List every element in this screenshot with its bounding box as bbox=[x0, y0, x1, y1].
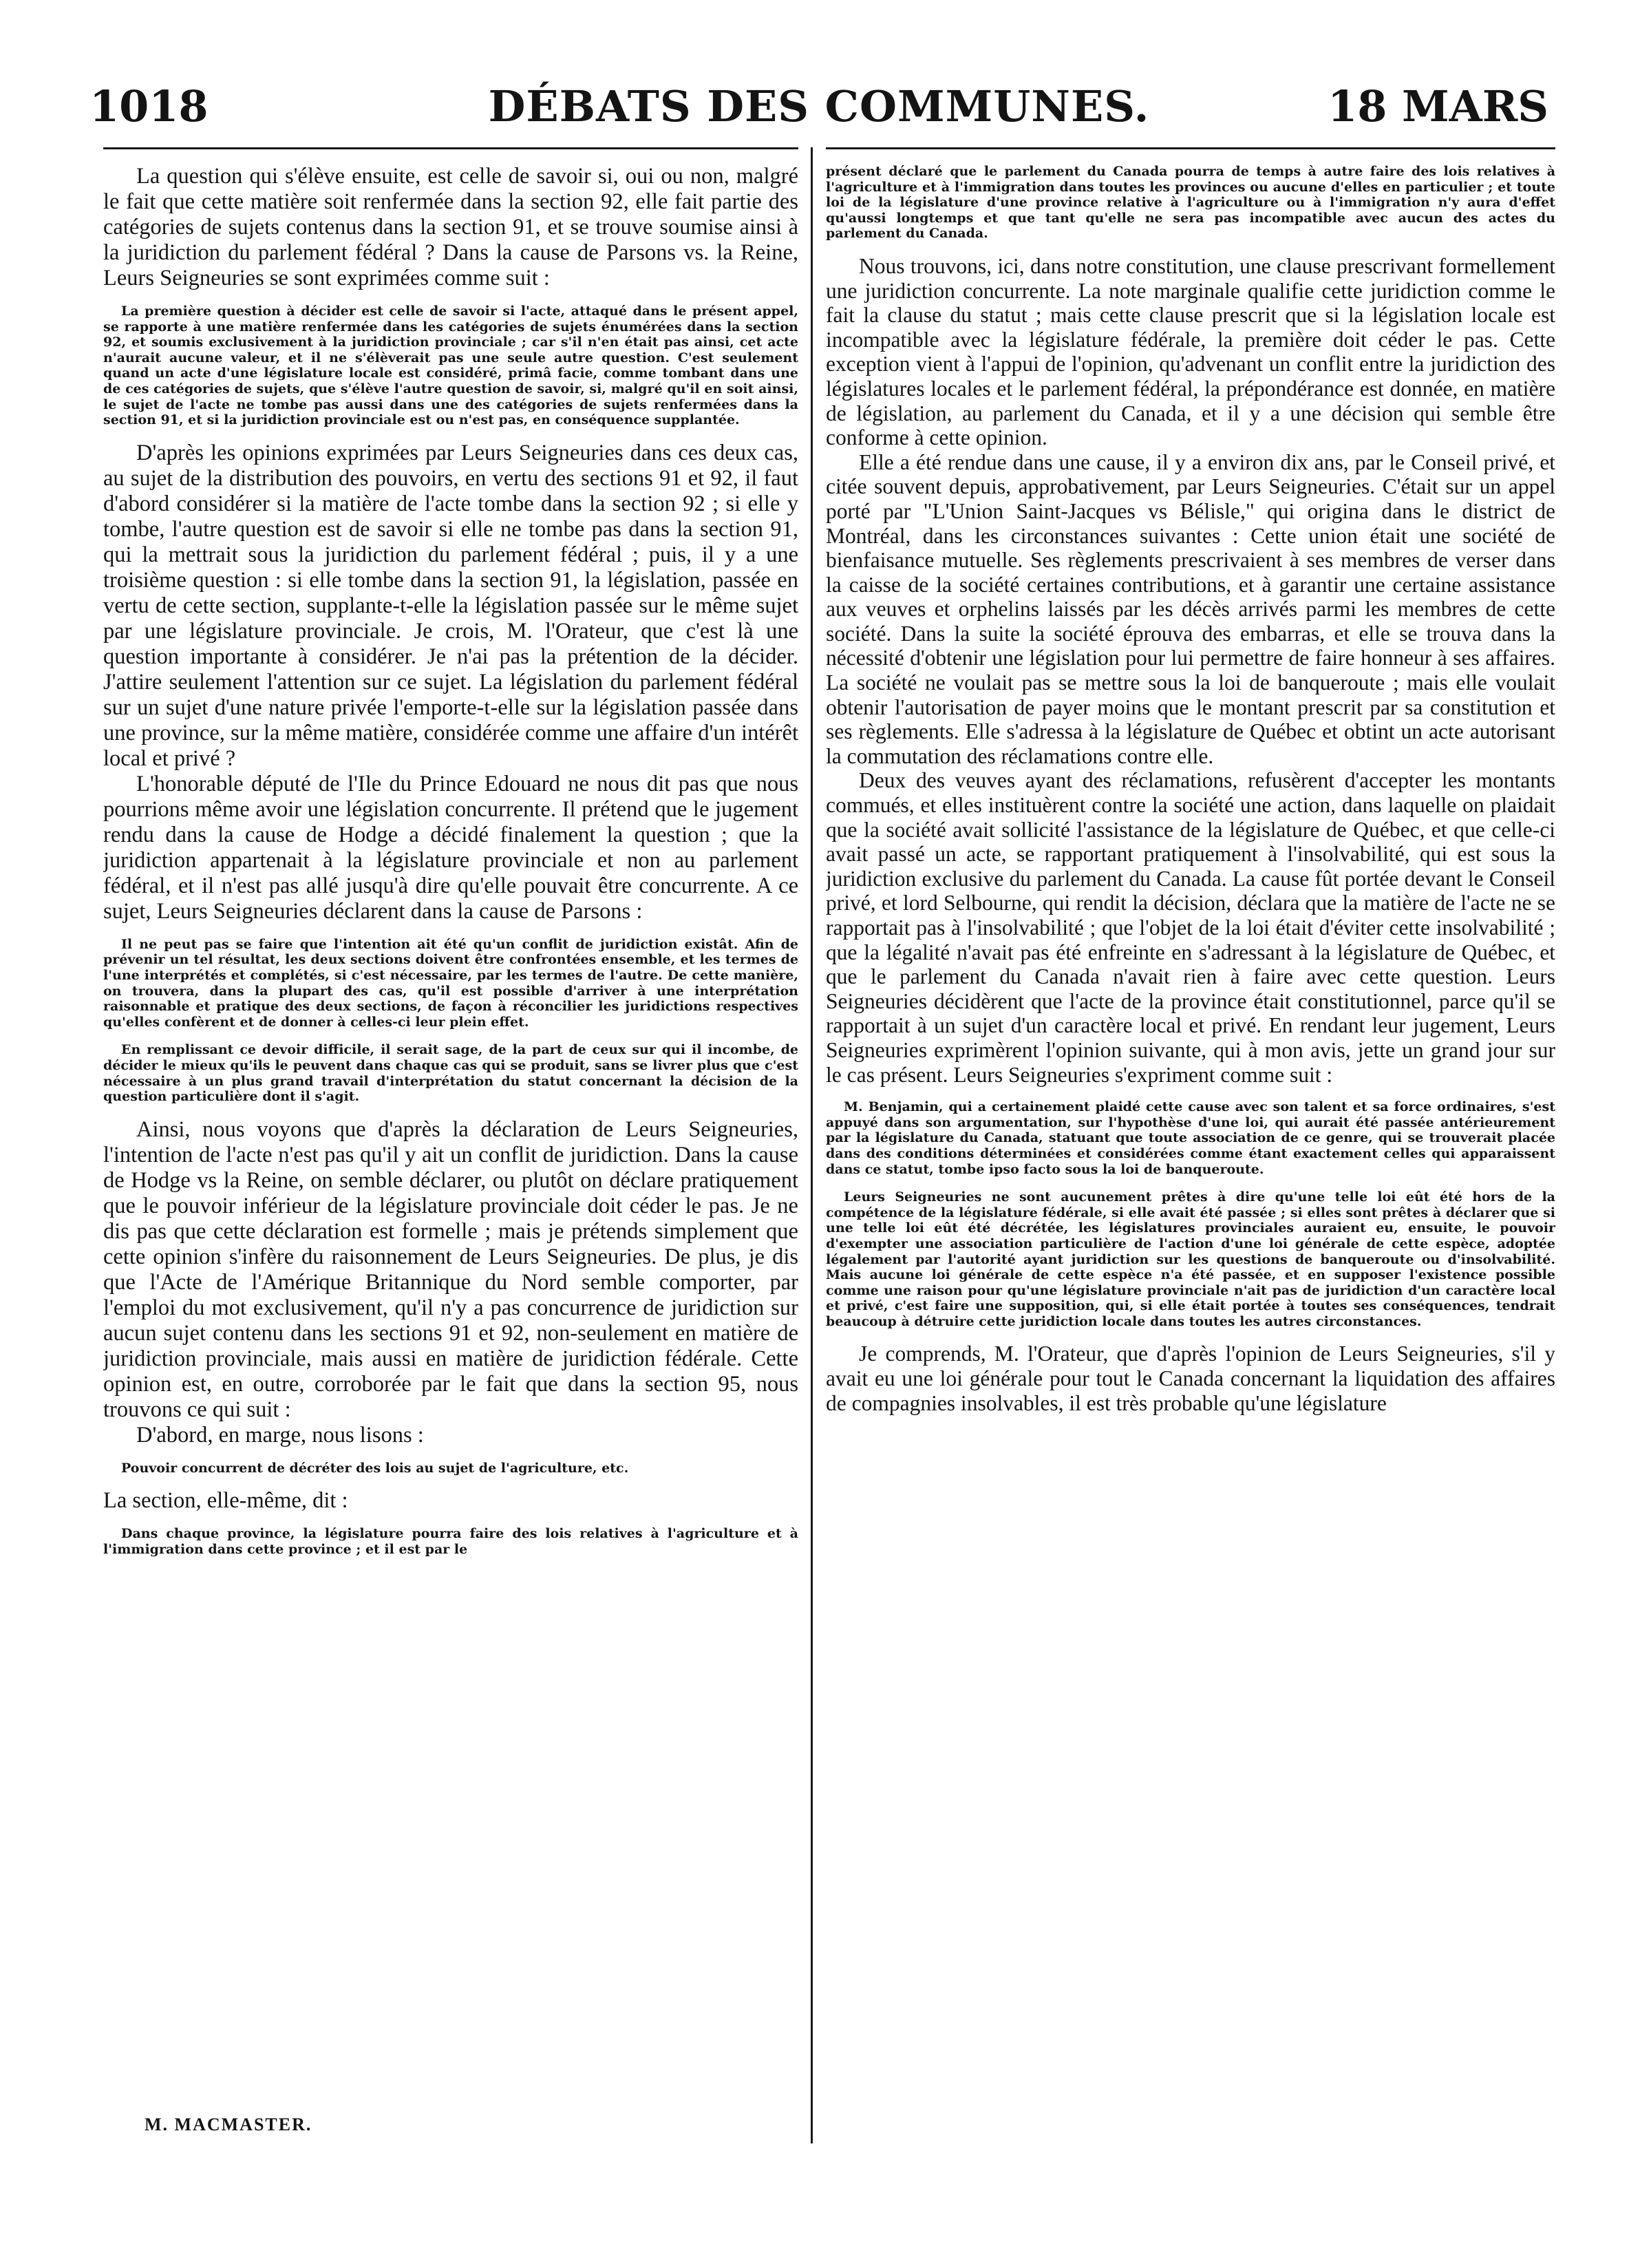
page-date: 18 MARS bbox=[1328, 81, 1548, 131]
column-divider bbox=[811, 147, 813, 2143]
paragraph: La question qui s'élève ensuite, est celle de savoir si, oui ou non, malgré le fait que cette matière soit renfermée dans la section 92, elle fait partie des catégories de sujets contenus dans la section 91, et se trouve soumise ainsi à la juridiction du parlement fédéral ? Dans la cause de Parsons vs. la Reine, Leurs Seigneuries se sont exprimées comme suit : bbox=[103, 164, 798, 290]
quotation: présent déclaré que le parlement du Canada pourra de temps à autre faire des lois relatives à l'agriculture et à l'immigration dans toutes les provinces ou aucune d'elles en particulier ; et toute loi de la législature d'une province relative à l'agriculture ou à l'immigration n'y aura d'effet qu'aussi longtemps et que tant qu'elle ne sera pas incompatible avec aucun des actes du parlement du Canada. bbox=[826, 164, 1555, 242]
quotation: Leurs Seigneuries ne sont aucunement prêtes à dire qu'une telle loi eût été hors de la compétence de la législature fédérale, si elle avait été passée ; si elles sont prêtes à déclarer que si une telle loi eût été décrétée, les législatures provinciales auraient eu, ensuite, le pouvoir d'exempter une association particulière de l'action d'une loi générale de cette espèce, adoptée légalement par l'autorité ayant juridiction sur les questions de banqueroute ou d'insolvabilité. Mais aucune loi générale de cette espèce n'a été passée, et en supposer l'existence possible comme une raison pour qu'une législature provinciale n'ait pas de juridiction d'un caractère local et privé, c'est faire une supposition, qui, si elle était portée à toutes ses conséquences, tendrait beaucoup à détruire cette juridiction locale dans toutes les autres circonstances. bbox=[826, 1189, 1555, 1329]
quotation: Pouvoir concurrent de décréter des lois au sujet de l'agriculture, etc. bbox=[121, 1460, 629, 1476]
paragraph: Je comprends, M. l'Orateur, que d'après l'opinion de Leurs Seigneuries, s'il y avait eu une loi générale pour tout le Canada concernant la liquidation des affaires de compagnies insolvables, il est très probable qu'une législature bbox=[826, 1342, 1555, 1415]
paragraph: L'honorable député de l'Ile du Prince Edouard ne nous dit pas que nous pourrions même avoir une législation concurrente. Il prétend que le jugement rendu dans la cause de Hodge a décidé finalement la question ; que la juridiction appartenait à la législature provinciale et non au parlement fédéral, et il n'est pas allé jusqu'à dire qu'elle pouvait être concurrente. A ce sujet, Leurs Seigneuries déclarent dans la cause de Parsons : bbox=[103, 771, 798, 924]
quotation: En remplissant ce devoir difficile, il serait sage, de la part de ceux sur qui il incombe, de décider le mieux qu'ils le peuvent dans chaque cas qui se produit, sans se livrer plus que c'est nécessaire à un plus grand travail d'interprétation du statut concernant la décision de la question particulière dont il s'agit. bbox=[103, 1042, 798, 1105]
paragraph: D'après les opinions exprimées par Leurs Seigneuries dans ces deux cas, au sujet de la distribution des pouvoirs, en vertu des sections 91 et 92, il faut d'abord considérer si la matière de l'acte tombe dans la section 92 ; si elle y tombe, l'autre question est de savoir si elle ne tombe pas dans la section 91, qui la mettrait sous la juridiction du parlement fédéral ; puis, il y a une troisième question : si elle tombe dans la section 91, la législation, passée en vertu de cette section, supplante-t-elle la législation passée sur le même sujet par une législature provinciale. Je crois, M. l'Orateur, que c'est là une question importante à considérer. Je n'ai pas la prétention de la décider. J'attire seulement l'attention sur ce sujet. La législation du parlement fédéral sur un sujet d'une nature privée l'emporte-t-elle sur la législation passée dans une province, sur la même matière, considérée comme une affaire d'un intérêt local et privé ? bbox=[103, 440, 798, 771]
paragraph: Elle a été rendue dans une cause, il y a environ dix ans, par le Conseil privé, et citée souvent depuis, approbativement, par Leurs Seigneuries. C'était sur un appel porté par "L'Union Saint-Jacques vs Bélisle," qui origina dans le district de Montréal, dans les circonstances suivantes : Cette union était une société de bienfaisance mutuelle. Ses règlements prescrivaient à ses membres de verser dans la caisse de la société certaines contributions, et à garantir une certaine assistance aux veuves et orphelins laissés par les décès arrivés parmi les membres de cette société. Dans la suite la société éprouva des embarras, et elle se trouva dans la nécessité d'obtenir une législation pour lui permettre de faire honneur à ses affaires. La société ne voulait pas se mettre sous la loi de banqueroute ; mais elle voulait obtenir l'autorisation de payer moins que le montant prescrit par sa constitution et ses règlements. Elle s'adressa à la législature de Québec et obtint un acte autorisant la commutation des réclamations contre elle. bbox=[826, 449, 1555, 768]
quotation: Il ne peut pas se faire que l'intention ait été qu'un conflit de juridiction existât. Afin de prévenir un tel résultat, les deux sections doivent être confrontées ensemble, et les termes de l'une interprétés et complétés, si c'est nécessaire, par les termes de l'autre. De cette manière, on trouvera, dans la plupart des cas, qu'il est possible d'arriver à une interprétation raisonnable et pratique des deux sections, de façon à réconcilier les juridictions respectives qu'elles confèrent et de donner à celles-ci leur plein effet. bbox=[103, 936, 798, 1030]
page-number: 1018 bbox=[89, 81, 209, 131]
header-rule-right bbox=[826, 147, 1555, 149]
quotation: Dans chaque province, la législature pourra faire des lois relatives à l'agriculture et à l'immigration dans cette province ; et il est par le bbox=[103, 1526, 798, 1557]
paragraph: D'abord, en marge, nous lisons : bbox=[136, 1422, 424, 1448]
paragraph: Deux des veuves ayant des réclamations, refusèrent d'accepter les montants commués, et elles instituèrent contre la société une action, dans laquelle on plaidait que la société avait sollicité l'assistance de la législature de Québec, et que celle-ci avait passé un acte, se rapportant pratiquement à l'insolvabilité, qui est sous la juridiction exclusive du parlement du Canada. La cause fût portée devant le Conseil privé, et lord Selbourne, qui rendit la décision, déclara que la matière de l'acte ne se rapportait pas à l'insolvabilité ; que l'objet de la loi était d'éviter cette insolvabilité ; que la légalité n'avait pas été enfreinte en s'adressant à la législature de Québec, et que le parlement du Canada n'avait rien à faire avec cette question. Leurs Seigneuries décidèrent que l'acte de la province était constitutionnel, parce qu'il se rapportait à un sujet d'un caractère local et privé. En rendant leur jugement, Leurs Seigneuries exprimèrent l'opinion suivante, qui à mon avis, jette un grand jour sur le cas présent. Leurs Seigneuries s'expriment comme suit : bbox=[826, 768, 1555, 1087]
quotation: La première question à décider est celle de savoir si l'acte, attaqué dans le présent appel, se rapporte à une matière renfermée dans les catégories de sujets énumérées dans la section 92, et soumis exclusivement à la juridiction provinciale ; car s'il n'en était pas ainsi, cet acte n'aurait aucune valeur, et il ne s'élèverait pas une seule autre question. C'est seulement quand un acte d'une législature locale est considéré, primâ facie, comme tombant dans une de ces catégories de sujets, que s'élève l'autre question de savoir, si, malgré qu'il en soit ainsi, le sujet de l'acte ne tombe pas aussi dans une des catégories de sujets renfermées dans la section 91, et si la juridiction provinciale est ou n'est pas, en conséquence supplantée. bbox=[103, 304, 798, 428]
speaker-signature: M. MACMASTER. bbox=[145, 2115, 312, 2134]
paragraph: Nous trouvons, ici, dans notre constitution, une clause prescrivant formellement une juridiction concurrente. La note marginale qualifie cette juridiction comme le fait la clause du statut ; mais cette clause prescrit que si la législation locale est incompatible avec la législature fédérale, la première doit céder le pas. Cette exception vient à l'appui de l'opinion, qu'advenant un conflit entre la juridiction des législatures locales et le parlement fédéral, la prépondérance est donnée, en matière de législation, au parlement du Canada, et il y a une décision qui semble être conforme à cette opinion. bbox=[826, 253, 1555, 450]
page-header bbox=[89, 81, 1548, 136]
header-rule-left bbox=[103, 147, 798, 149]
quotation: M. Benjamin, qui a certainement plaidé cette cause avec son talent et sa force ordinaires, s'est appuyé dans son argumentation, sur l'hypothèse d'une loi, qui aurait été passée antérieurement par la législature du Canada, statuant que toute association de ce genre, qui se trouverait placée dans des conditions déterminées et considérées comme étant exactement celles qui apparaissent dans ce statut, tombe ipso facto sous la loi de banqueroute. bbox=[826, 1099, 1555, 1177]
left-column bbox=[103, 164, 798, 2132]
page-title: DÉBATS DES COMMUNES. bbox=[488, 81, 1150, 131]
right-column bbox=[826, 164, 1555, 2112]
paragraph: Ainsi, nous voyons que d'après la déclaration de Leurs Seigneuries, l'intention de l'acte n'est pas qu'il y ait un conflit de juridiction. Dans la cause de Hodge vs la Reine, on semble déclarer, ou plutôt on déclare pratiquement que le pouvoir inférieur de la législature provinciale doit céder le pas. Je ne dis pas que cette déclaration est formelle ; mais je prétends simplement que cette opinion s'infère du raisonnement de Leurs Seigneuries. De plus, je dis que l'Acte de l'Amérique Britannique du Nord semble comporter, par l'emploi du mot exclusivement, qu'il n'y a pas concurrence de juridiction sur aucun sujet contenu dans les sections 91 et 92, non-seulement en matière de juridiction provinciale, mais aussi en matière de juridiction fédérale. Cette opinion est, en outre, corroborée par le fait que dans la section 95, nous trouvons ce qui suit : bbox=[103, 1116, 798, 1422]
paragraph: La section, elle-même, dit : bbox=[103, 1488, 348, 1514]
